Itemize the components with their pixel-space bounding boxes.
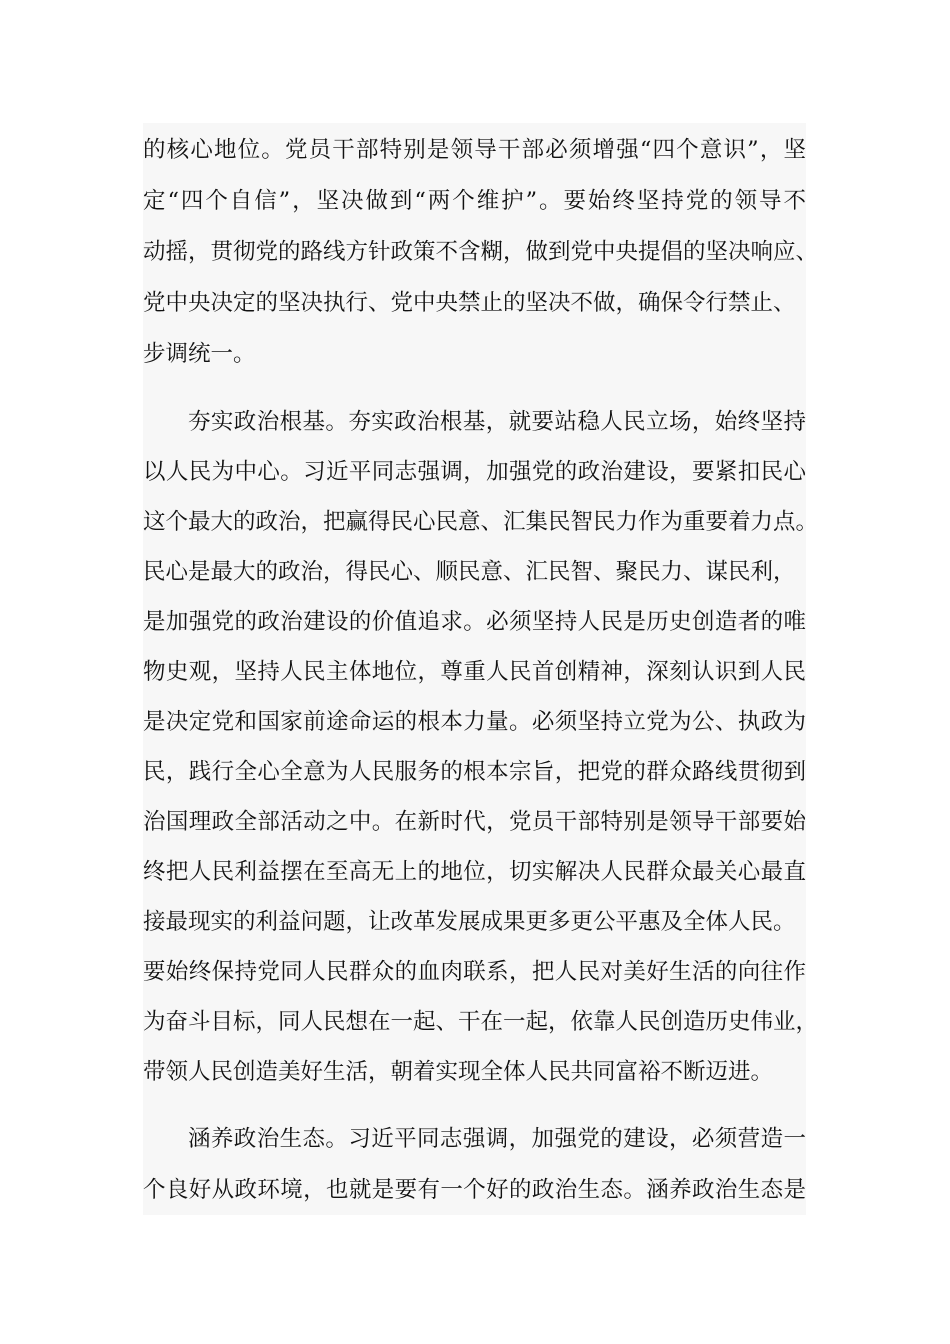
text-line: 定“四个自信”，坚决做到“两个维护”。要始终坚持党的领导不 bbox=[143, 188, 806, 214]
text-line: 是加强党的政治建设的价值追求。必须坚持人民是历史创造者的唯 bbox=[143, 609, 806, 635]
text-line: 接最现实的利益问题，让改革发展成果更多更公平惠及全体人民。 bbox=[143, 909, 796, 935]
text-line: 动摇，贯彻党的路线方针政策不含糊，做到党中央提倡的坚决响应、 bbox=[143, 239, 819, 265]
text-line: 民，践行全心全意为人民服务的根本宗旨，把党的群众路线贯彻到 bbox=[143, 759, 806, 785]
paragraph-first-line: 夯实政治根基。夯实政治根基，就要站稳人民立场，始终坚持 bbox=[188, 409, 806, 435]
text-line: 带领人民创造美好生活，朝着实现全体人民共同富裕不断迈进。 bbox=[143, 1059, 774, 1085]
text-line: 个良好从政环境，也就是要有一个好的政治生态。涵养政治生态是 bbox=[143, 1177, 806, 1203]
text-line: 终把人民利益摆在至高无上的地位，切实解决人民群众最关心最直 bbox=[143, 859, 806, 885]
text-line: 物史观，坚持人民主体地位，尊重人民首创精神，深刻认识到人民 bbox=[143, 659, 806, 685]
text-line: 这个最大的政治，把赢得民心民意、汇集民智民力作为重要着力点。 bbox=[143, 509, 819, 535]
text-line: 以人民为中心。习近平同志强调，加强党的政治建设，要紧扣民心 bbox=[143, 459, 806, 485]
text-line: 民心是最大的政治，得民心、顺民意、汇民智、聚民力、谋民利， bbox=[143, 559, 796, 585]
text-line: 为奋斗目标，同人民想在一起、干在一起，依靠人民创造历史伟业， bbox=[143, 1009, 819, 1035]
text-line: 的核心地位。党员干部特别是领导干部必须增强“四个意识”，坚 bbox=[143, 137, 806, 163]
text-line: 是决定党和国家前途命运的根本力量。必须坚持立党为公、执政为 bbox=[143, 709, 806, 735]
paragraph-first-line: 涵养政治生态。习近平同志强调，加强党的建设，必须营造一 bbox=[188, 1126, 806, 1152]
text-line: 党中央决定的坚决执行、党中央禁止的坚决不做，确保令行禁止、 bbox=[143, 290, 796, 316]
text-line: 步调统一。 bbox=[143, 341, 256, 367]
text-line: 要始终保持党同人民群众的血肉联系，把人民对美好生活的向往作 bbox=[143, 959, 806, 985]
document-text-block bbox=[143, 123, 819, 1215]
text-line: 治国理政全部活动之中。在新时代，党员干部特别是领导干部要始 bbox=[143, 809, 806, 835]
